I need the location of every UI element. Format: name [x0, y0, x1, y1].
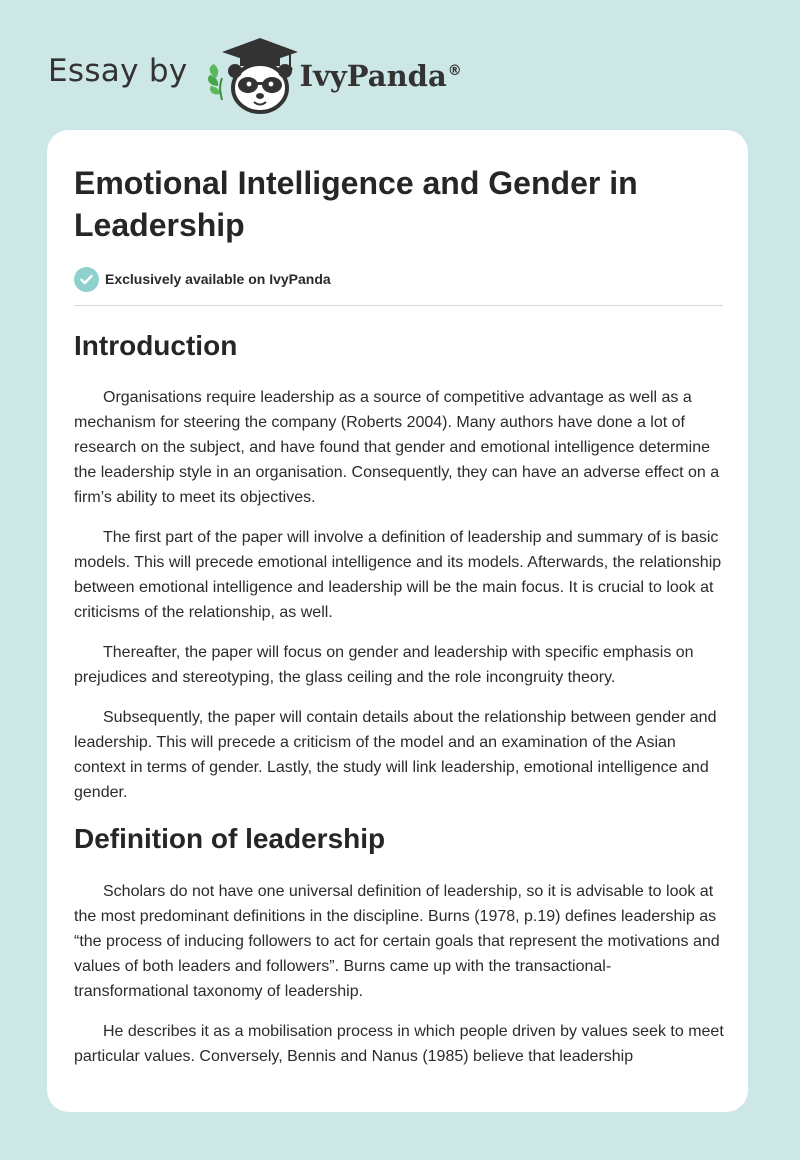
paragraph: Organisations require leadership as a source of competitive advantage as well as a mechanism for steering the company (Roberts 2004). Many authors have done a lot of research on the subject, and have found that gender and emotional intelligence determine the leadership style in an organisation. Consequently, they can have an adverse effect on a firm’s ability to meet its objectives.	[74, 389, 720, 506]
exclusive-label: Exclusively available on IvyPanda	[105, 271, 331, 287]
paragraph: He describes it as a mobilisation process in which people driven by values seek to meet particular values. Conversely, Bennis and Nanus (1985) believe that leadership	[74, 1023, 724, 1065]
brand-name[interactable]: IvyPanda®	[299, 59, 462, 93]
panda-graduate-icon[interactable]	[202, 34, 298, 114]
section-heading-introduction: Introduction	[74, 330, 238, 361]
divider	[74, 305, 723, 306]
section-heading-definition: Definition of leadership	[74, 823, 386, 854]
exclusive-badge	[74, 266, 721, 292]
site-header	[48, 34, 462, 114]
essay-by-label: Essay by	[48, 53, 188, 89]
paragraph: Scholars do not have one universal definition of leadership, so it is advisable to look at the most predominant definitions in the discipline. Burns (1978, p.19) defines leadership as “the process of inducing followers to act for certain goals that represent the motivations and values of both leaders and followers”. Burns came up with the transactional-transformational taxonomy of leadership.	[74, 883, 720, 1000]
registered-mark: ®	[447, 63, 462, 80]
leaf-icon	[208, 64, 222, 100]
paragraph: Subsequently, the paper will contain details about the relationship between gender and leadership. This will precede a criticism of the model and an examination of the Asian context in terms of gender. Lastly, the study will link leadership, emotional intelligence and gender.	[74, 709, 717, 801]
essay-card	[47, 130, 748, 1112]
paragraph: The first part of the paper will involve a definition of leadership and summary of is basic models. This will precede emotional intelligence and its models. Afterwards, the relationship between emotional intelligence and leadership will be the main focus. It is crucial to look at criticisms of the relationship, as well.	[74, 529, 722, 621]
essay-title: Emotional Intelligence and Gender in Leadership	[74, 165, 638, 243]
check-icon	[74, 267, 99, 292]
paragraph: Thereafter, the paper will focus on gender and leadership with specific emphasis on prejudices and stereotyping, the glass ceiling and the role incongruity theory.	[74, 644, 694, 686]
